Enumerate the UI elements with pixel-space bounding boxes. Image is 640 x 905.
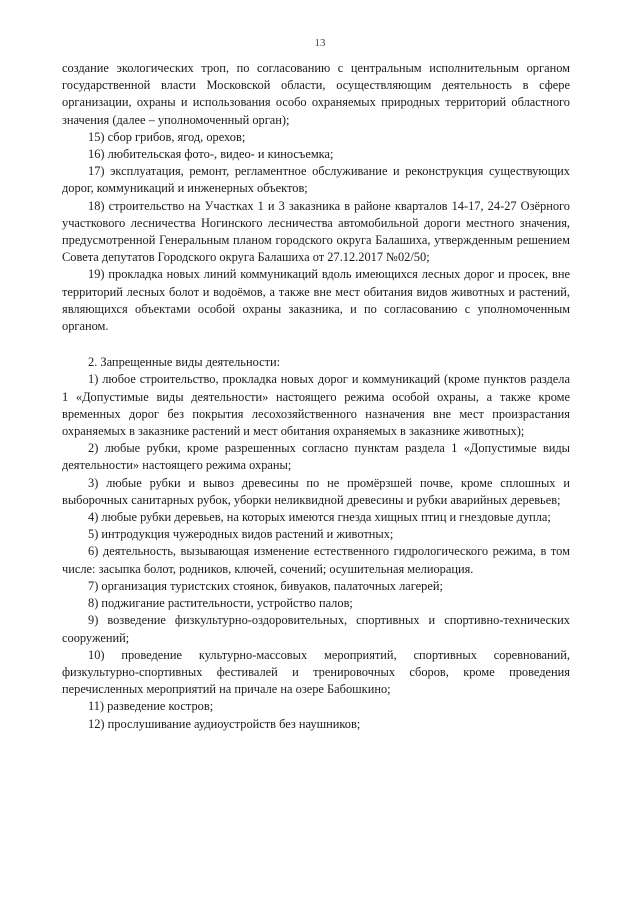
document-body	[62, 60, 570, 733]
paragraph-ecotrails: создание экологических троп, по согласованию с центральным исполнительным органом государственной власти Московской области, осуществляющим деятельность в сфере организации, охраны и использования особо охраняемых природных территорий областного значения (далее – уполномоченный орган);	[62, 61, 570, 127]
list-item-17: 17) эксплуатация, ремонт, регламентное обслуживание и реконструкция существующих дорог, коммуникаций и инженерных объектов;	[62, 164, 570, 196]
prohibited-item-2: 2) любые рубки, кроме разрешенных согласно пунктам раздела 1 «Допустимые виды деятельности» настоящего режима охраны;	[62, 441, 570, 473]
prohibited-item-9: 9) возведение физкультурно-оздоровительных, спортивных и спортивно-технических сооружений;	[62, 613, 570, 645]
list-item-16: 16) любительская фото-, видео- и киносъемка;	[88, 147, 334, 162]
prohibited-item-6: 6) деятельность, вызывающая изменение естественного гидрологического режима, в том числе: засыпка болот, родников, ключей, сочений; осушительная мелиорация.	[62, 544, 570, 576]
prohibited-item-12: 12) прослушивание аудиоустройств без наушников;	[88, 716, 361, 731]
list-item-19: 19) прокладка новых линий коммуникаций вдоль имеющихся лесных дорог и просек, вне территорий лесных болот и водоёмов, а также вне мест обитания видов животных и растений, являющихся объектами особой охраны заказника, и по согласованию с уполномоченным органом.	[62, 267, 570, 334]
section-spacer	[62, 335, 570, 354]
prohibited-item-11: 11) разведение костров;	[88, 699, 214, 714]
page-number: 13	[314, 37, 326, 49]
prohibited-item-1: 1) любое строительство, прокладка новых дорог и коммуникаций (кроме пунктов раздела 1 «Допустимые виды деятельности» настоящего режима особой охраны, а также кроме временных дорог без покрытия лесохозяйственного назначения вне мест произрастания охраняемых в заказнике растений и мест обитания охраняемых в заказнике животных);	[62, 372, 570, 439]
prohibited-item-8: 8) поджигание растительности, устройство палов;	[88, 596, 353, 611]
prohibited-item-3: 3) любые рубки и вывоз древесины по не промёрзшей почве, кроме сплошных и выборочных санитарных рубок, уборки неликвидной древесины и рубки аварийных деревьев;	[62, 475, 570, 507]
section-heading-prohibited: 2. Запрещенные виды деятельности:	[88, 355, 281, 370]
list-item-18: 18) строительство на Участках 1 и 3 заказника в районе кварталов 14-17, 24-27 Озёрного участкового лесничества Ногинского лесничества автомобильной дороги местного значения, предусмотренной Генеральным планом городского округа Балашиха, утвержденным решением Совета депутатов Городского округа Балашиха от 27.12.2017 №02/50;	[62, 198, 570, 265]
prohibited-item-5: 5) интродукция чужеродных видов растений и животных;	[88, 527, 394, 542]
prohibited-item-4: 4) любые рубки деревьев, на которых имеются гнезда хищных птиц и гнездовые дупла;	[88, 510, 551, 525]
prohibited-item-10: 10) проведение культурно-массовых мероприятий, спортивных соревнований, физкультурно-спортивных фестивалей и тренировочных сборов, кроме проведения перечисленных мероприятий на причале на озере Бабошкино;	[62, 647, 570, 697]
list-item-15: 15) сбор грибов, ягод, орехов;	[88, 129, 246, 144]
prohibited-item-7: 7) организация туристских стоянок, бивуаков, палаточных лагерей;	[88, 578, 443, 593]
